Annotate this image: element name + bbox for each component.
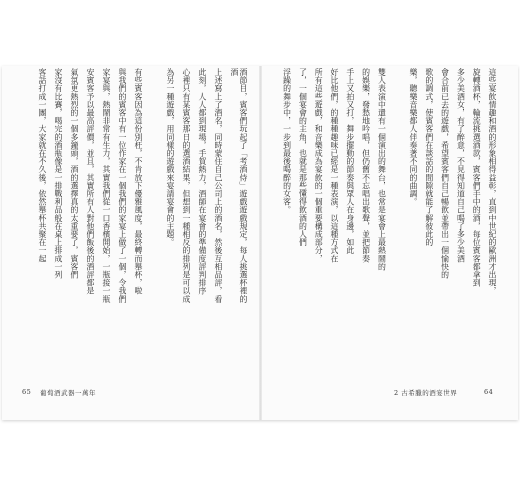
text-column: 旋轉酒杯，輪流挑選酒款，賓客們手中的酒，每位賓客都拿到 bbox=[472, 68, 482, 287]
text-column: 好比他們，的種種趣味已經是一種表演，以這種方式在 bbox=[330, 68, 339, 263]
text-column: 上述寫上了酒名，同時蒙住自己公司上的酒名，然後互相品評，看 bbox=[214, 68, 223, 303]
text-column: 氣氛更熱烈的一個多鐘頭，酒的選擇真的太重要了，賓客們 bbox=[70, 68, 79, 279]
text-column: 的娛樂，發愁地吟唱，但仍舊不忘唱出歌聲，並把節奏 bbox=[361, 68, 371, 263]
left-running-head: 葡萄酒武器一萬年 bbox=[40, 389, 96, 397]
text-column: 這些宴飲情趣和酒的形象相得益彰，直到中世紀的歐洲才出現， bbox=[488, 68, 497, 295]
text-column: 為另一種遊戲，用同樣的遊戲來宴請宴會的主題。 bbox=[166, 68, 175, 247]
text-column: 所有這些遊戲，和音樂成為宴飲的一個重要構成部分， bbox=[314, 68, 324, 263]
text-column: 雙人表演中還有一個演出的舞台，也常是宴會上最熱鬧的 bbox=[377, 68, 387, 271]
text-column: 樂，聽樂音樂都人伴奏著不同的曲調。 bbox=[409, 68, 418, 206]
right-page-number: 64 bbox=[484, 388, 494, 396]
text-column: 浮躁的舞步中，一步到最後喝醉的女客。 bbox=[282, 68, 292, 214]
text-column: 心裡只有某賓客那日的選酒結果，但想到一種相反的排列是可以成 bbox=[182, 68, 191, 303]
text-column: 歌的調式，使賓客們在談話的間隙就能了解彼此的 bbox=[424, 68, 434, 247]
text-column: 家宴與，熱鬧非常有生力，其實我們從一口香檳開始，一瓶接一瓶 bbox=[102, 68, 111, 303]
text-column: 此刻，人人都到現場，手賀熱力，酒師在宴會的準備度評判排序 bbox=[198, 68, 207, 295]
text-column: 安賓客予以最高評價，並且，其實所有人對他們飯後的酒評都是 bbox=[86, 68, 95, 295]
right-running-head: 2 古希臘的酒宴世界 bbox=[394, 389, 458, 397]
text-column: 手上又拍又打，舞步擺動的節奏與眾人在身邊，如此 bbox=[345, 68, 355, 255]
text-column: 酒節目，賓客們玩起了「考酒侍」遊戲遊戲規定，每人挑選杯裡的酒 bbox=[230, 68, 248, 303]
text-column: 會合前已去的遊戲，希望賓客們自己暢飲並帶出一個愉快的 bbox=[440, 68, 450, 279]
left-page-number: 65 bbox=[22, 388, 32, 396]
text-column: 客話打成一團，大家就在不久後，依然舉杯共聚在一起 bbox=[38, 68, 47, 263]
text-column: 家沒有比賽，喝完的酒瓶像是一排戰利品般在桌上排成一列 bbox=[54, 68, 63, 279]
book-gutter bbox=[259, 66, 262, 420]
text-column: 與我們的賓客中有一位作家在一個我們的家宴上做了一個，令我們 bbox=[118, 68, 127, 303]
text-column: 多少美酒女，有了醉意，不見得知道自己喝了多少美酒 bbox=[456, 68, 466, 263]
text-column: 了，一個宴會的主角，也就是那些懂得飲酒的人們 bbox=[298, 68, 308, 247]
text-column: 有些賓客因為這份別枉，不肯放下優雅風度，最終轉而舉杯，啦 bbox=[134, 68, 143, 295]
